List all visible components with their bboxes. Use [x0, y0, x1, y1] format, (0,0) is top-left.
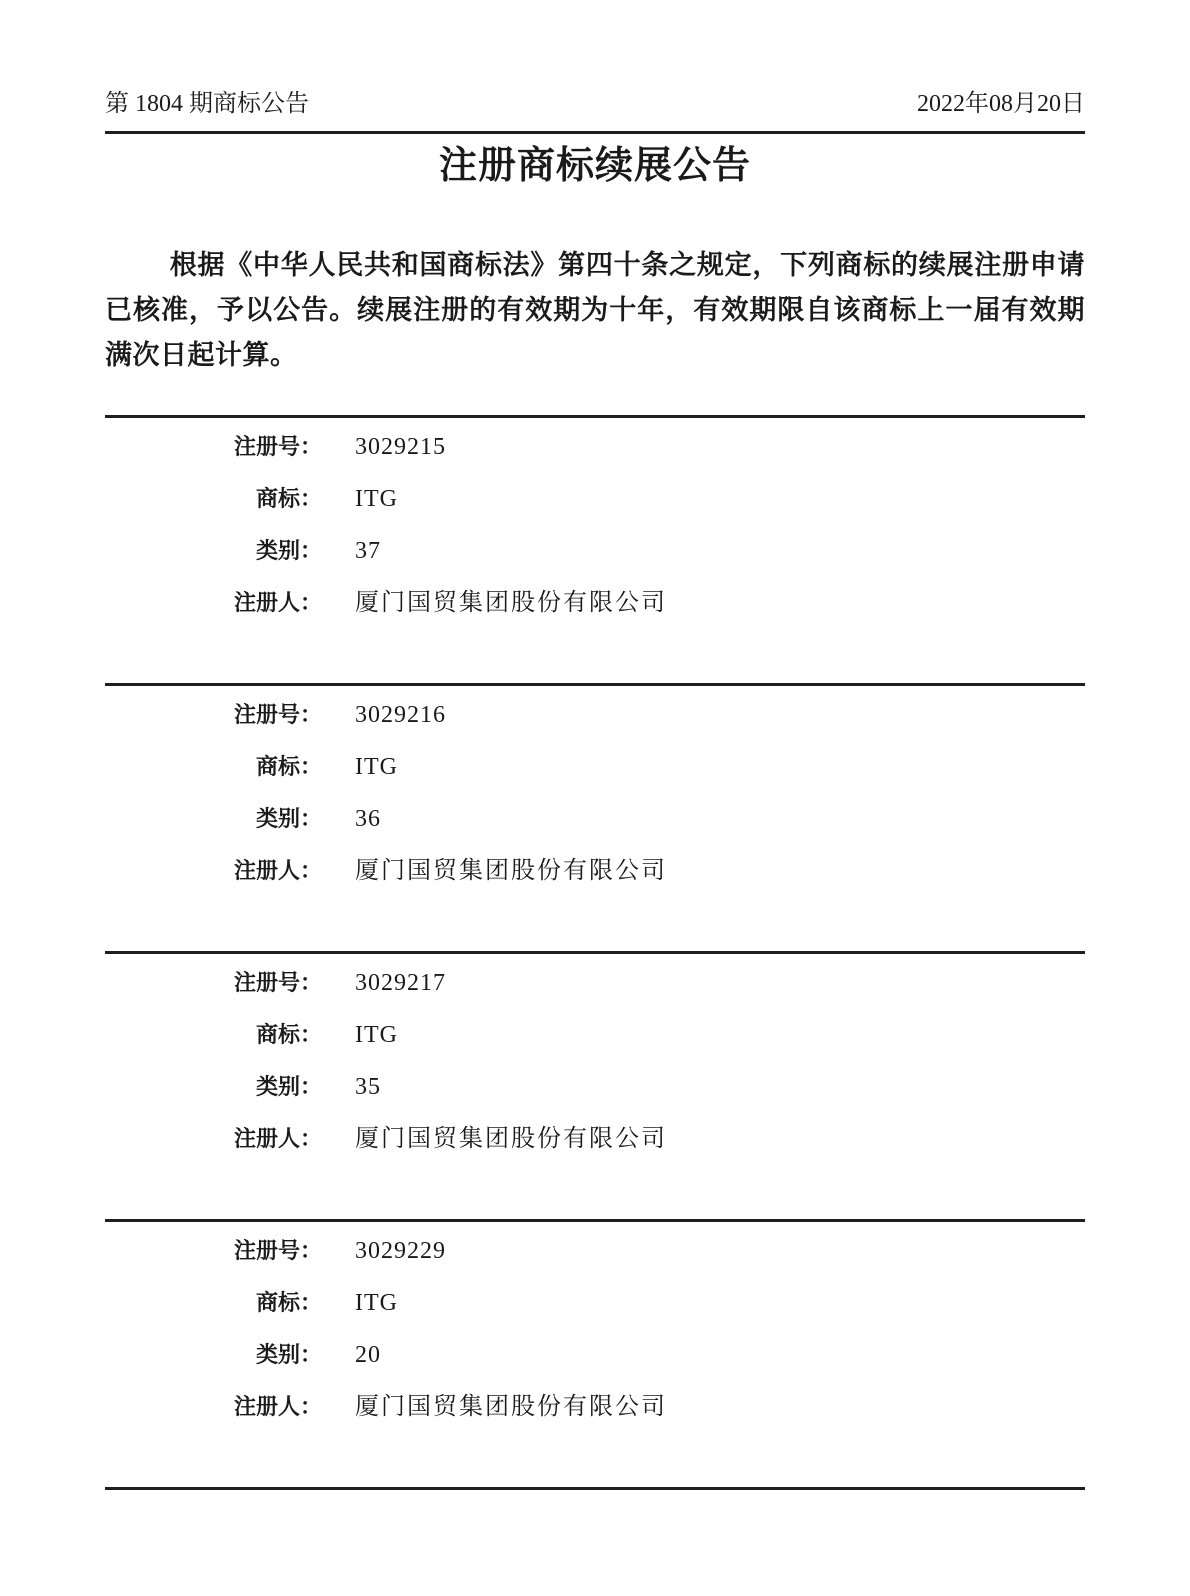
registrant-value: 厦门国贸集团股份有限公司: [355, 1394, 667, 1420]
reg-no-value: 3029216: [355, 702, 446, 728]
record-row-reg-no: [105, 432, 1085, 462]
record-row-reg-no: [105, 968, 1085, 998]
reg-no-value: 3029229: [355, 1238, 446, 1264]
reg-no-value: 3029215: [355, 434, 446, 460]
registrant-value: 厦门国贸集团股份有限公司: [355, 1126, 667, 1152]
record-row-trademark: [105, 1020, 1085, 1050]
category-value: 20: [355, 1342, 381, 1368]
category-value: 36: [355, 806, 381, 832]
registrant-label: 注册人：: [233, 590, 322, 615]
record-row-category: [105, 1340, 1085, 1370]
records-section: [105, 415, 1085, 1490]
gazette-issue-label: 第 1804 期商标公告: [105, 91, 309, 117]
intro-paragraph: 根据《中华人民共和国商标法》第四十条之规定，下列商标的续展注册申请已核准，予以公告。续展注册的有效期为十年，有效期限自该商标上一届有效期满次日起计算。: [105, 250, 1085, 370]
record-block-3: [105, 951, 1085, 1219]
record-row-registrant: [105, 1124, 1085, 1154]
category-value: 37: [355, 538, 381, 564]
record-row-trademark: [105, 752, 1085, 782]
category-value: 35: [355, 1074, 381, 1100]
record-row-reg-no: [105, 1236, 1085, 1266]
page-title: 注册商标续展公告: [438, 145, 751, 187]
trademark-label: 商标：: [255, 754, 322, 779]
record-row-registrant: [105, 1392, 1085, 1422]
trademark-label: 商标：: [255, 1022, 322, 1047]
trademark-value: ITG: [355, 486, 398, 512]
record-row-category: [105, 804, 1085, 834]
record-row-registrant: [105, 588, 1085, 618]
gazette-date-label: 2022年08月20日: [917, 91, 1085, 117]
registrant-value: 厦门国贸集团股份有限公司: [355, 858, 667, 884]
record-block-2: [105, 683, 1085, 951]
registrant-label: 注册人：: [233, 1394, 322, 1419]
trademark-value: ITG: [355, 754, 398, 780]
page-header: [105, 0, 1085, 134]
record-block-1: [105, 415, 1085, 683]
reg-no-value: 3029217: [355, 970, 446, 996]
registrant-label: 注册人：: [233, 858, 322, 883]
record-row-trademark: [105, 484, 1085, 514]
category-label: 类别：: [255, 1074, 322, 1099]
record-row-category: [105, 536, 1085, 566]
record-row-trademark: [105, 1288, 1085, 1318]
reg-no-label: 注册号：: [233, 970, 322, 995]
registrant-label: 注册人：: [233, 1126, 322, 1151]
record-row-reg-no: [105, 700, 1085, 730]
trademark-value: ITG: [355, 1290, 398, 1316]
reg-no-label: 注册号：: [233, 434, 322, 459]
trademark-label: 商标：: [255, 486, 322, 511]
record-block-4: [105, 1219, 1085, 1487]
trademark-label: 商标：: [255, 1290, 322, 1315]
trademark-value: ITG: [355, 1022, 398, 1048]
category-label: 类别：: [255, 538, 322, 563]
record-row-registrant: [105, 856, 1085, 886]
reg-no-label: 注册号：: [233, 702, 322, 727]
record-row-category: [105, 1072, 1085, 1102]
registrant-value: 厦门国贸集团股份有限公司: [355, 590, 667, 616]
reg-no-label: 注册号：: [233, 1238, 322, 1263]
category-label: 类别：: [255, 806, 322, 831]
category-label: 类别：: [255, 1342, 322, 1367]
